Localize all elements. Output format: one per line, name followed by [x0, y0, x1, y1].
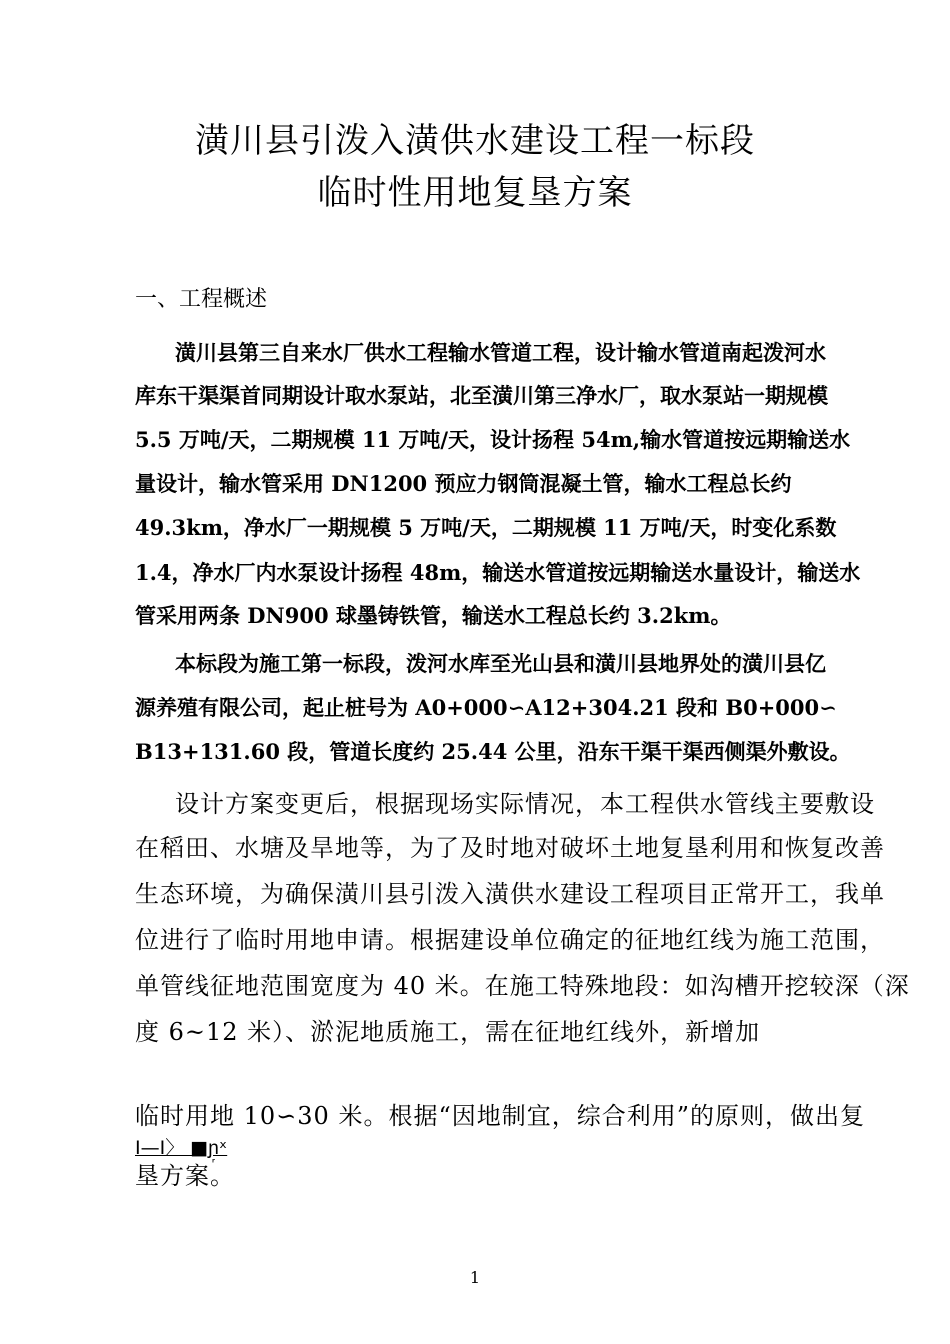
paragraph-3-line: 生态环境，为确保潢川县引泼入潢供水建设工程项目正常开工，我单 [135, 880, 885, 908]
paragraph-2-line: 源养殖有限公司，起止桩号为 A0+000∽A12+304.21 段和 B0+000∽ [135, 695, 837, 720]
paragraph-3-line: 单管线征地范围宽度为 40 米。在施工特殊地段：如沟槽开挖较深（深 [135, 972, 910, 1000]
paragraph-1-line: 管采用两条 DN900 球墨铸铁管，输送水工程总长约 3.2km。 [135, 603, 732, 628]
paragraph-3-line: 位进行了临时用地申请。根据建设单位确定的征地红线为施工范围， [135, 926, 885, 954]
paragraph-1-line: 49.3km，净水厂一期规模 5 万吨/天，二期规模 11 万吨/天，时变化系数 [135, 515, 837, 540]
paragraph-1-line: 量设计，输水管采用 DN1200 预应力钢筒混凝土管，输水工程总长约 [135, 471, 792, 496]
ocr-artifact-text: I—I〉 ■ɲ᷊ˣ [135, 1137, 228, 1159]
paragraph-4-line: 垦方案。 [135, 1162, 235, 1190]
paragraph-1-line: 库东干渠渠首同期设计取水泵站，北至潢川第三净水厂，取水泵站一期规模 [135, 383, 828, 408]
document-title-line-1: 潢川县引泼入潢供水建设工程一标段 [195, 121, 755, 161]
paragraph-1-line: 5.5 万吨/天，二期规模 11 万吨/天，设计扬程 54m,输水管道按远期输送水 [135, 427, 851, 452]
paragraph-2-line: B13+131.60 段，管道长度约 25.44 公里，沿东干渠干渠西侧渠外敷设。 [135, 739, 851, 764]
paragraph-1-line: 潢川县第三自来水厂供水工程输水管道工程，设计输水管道南起泼河水 [175, 340, 826, 365]
paragraph-3-line: 设计方案变更后，根据现场实际情况，本工程供水管线主要敷设 [175, 790, 875, 818]
paragraph-2-line: 本标段为施工第一标段，泼河水库至光山县和潢川县地界处的潢川县亿 [175, 651, 826, 676]
page-number: 1 [469, 1268, 481, 1287]
paragraph-3-line: 在稻田、水塘及旱地等，为了及时地对破坏土地复垦利用和恢复改善 [135, 834, 885, 862]
document-title-line-2: 临时性用地复垦方案 [317, 173, 633, 213]
section-heading: 一、工程概述 [135, 287, 268, 312]
paragraph-3-line: 度 6~12 米）、淤泥地质施工，需在征地红线外，新增加 [135, 1018, 761, 1046]
paragraph-1-line: 1.4，净水厂内水泵设计扬程 48m，输送水管道按远期输送水量设计，输送水 [135, 560, 861, 585]
paragraph-4-line: 临时用地 10∽30 米。根据“因地制宜，综合利用”的原则，做出复 [135, 1102, 865, 1130]
